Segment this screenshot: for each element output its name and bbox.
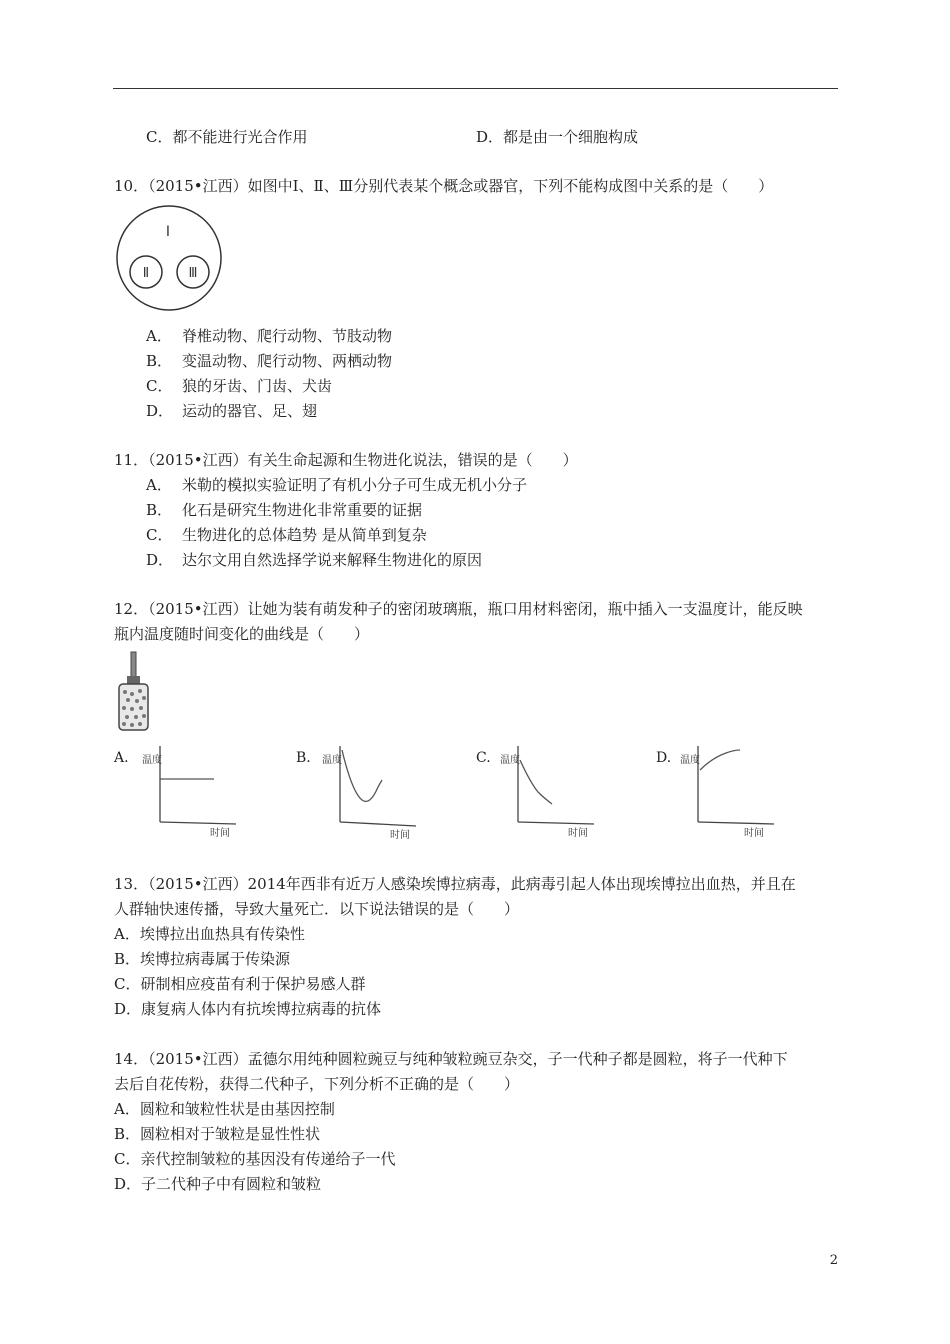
graph-b — [320, 742, 420, 842]
q11-option-a: A． 米勒的模拟实验证明了有机小分子可生成无机小分子 — [146, 476, 528, 494]
q14-option-c: C．亲代控制皱粒的基因没有传递给子一代 — [114, 1150, 396, 1168]
curve-u-shape — [342, 750, 382, 801]
x-axis-label: 时间 — [210, 828, 230, 839]
q13-option-d: D．康复病人体内有抗埃博拉病毒的抗体 — [114, 1000, 382, 1018]
q9-option-c: C．都不能进行光合作用 — [146, 128, 308, 146]
q13-stem-line2: 人群轴快速传播，导致大量死亡．以下说法错误的是（ ） — [114, 900, 520, 918]
x-axis-label: 时间 — [744, 828, 764, 839]
y-axis-label: 温度 — [142, 755, 162, 766]
q11-option-b: B． 化石是研究生物进化非常重要的证据 — [146, 501, 423, 519]
q14-option-d: D．子二代种子中有圆粒和皱粒 — [114, 1175, 322, 1193]
q13-option-c: C．研制相应疫苗有利于保护易感人群 — [114, 975, 366, 993]
q9-option-d: D．都是由一个细胞构成 — [476, 128, 639, 146]
page-number: 2 — [829, 1253, 838, 1268]
graph-c-label: C. — [476, 750, 491, 766]
q13-stem-line1: 13．（2015•江西）2014年西非有近万人感染埃博拉病毒，此病毒引起人体出现埃博拉出血热，并且在 — [114, 875, 796, 893]
thermometer-bottle-illustration — [116, 650, 152, 734]
q10-stem: 10．（2015•江西）如图中Ⅰ、Ⅱ、Ⅲ分别代表某个概念或器官，下列不能构成图中关系的是（ ） — [114, 177, 774, 195]
q12-stem-line2: 瓶内温度随时间变化的曲线是（ ） — [114, 625, 370, 643]
q14-option-a: A．圆粒和皱粒性状是由基因控制 — [114, 1100, 335, 1118]
q13-option-b: B．埃博拉病毒属于传染源 — [114, 950, 291, 968]
graph-d-label: D. — [656, 750, 672, 766]
x-axis-label: 时间 — [390, 830, 410, 841]
q11-option-c: C． 生物进化的总体趋势 是从简单到复杂 — [146, 526, 427, 544]
x-axis — [518, 822, 594, 824]
x-axis-label: 时间 — [568, 828, 588, 839]
x-axis — [160, 822, 236, 824]
q13-option-a: A．埃博拉出血热具有传染性 — [114, 925, 305, 943]
label-outer: Ⅰ — [165, 224, 171, 240]
circle-outer — [117, 206, 221, 310]
q10-venn-diagram — [114, 202, 226, 314]
y-axis-label: 温度 — [322, 755, 342, 766]
header-rule — [113, 88, 838, 89]
x-axis — [698, 822, 774, 824]
q10-option-c: C． 狼的牙齿、门齿、犬齿 — [146, 377, 333, 395]
q14-stem-line1: 14．（2015•江西）孟德尔用纯种圆粒豌豆与纯种皱粒豌豆杂交，子一代种子都是圆粒，将子一代种下 — [114, 1050, 788, 1068]
q11-stem: 11．（2015•江西）有关生命起源和生物进化说法，错误的是（ ） — [114, 451, 578, 469]
q12-stem-line1: 12．（2015•江西）让她为装有萌发种子的密闭玻璃瓶，瓶口用材料密闭，瓶中插入一支温度计，能反映 — [114, 600, 803, 618]
q11-option-d: D． 达尔文用自然选择学说来解释生物进化的原因 — [146, 551, 483, 569]
x-axis — [340, 822, 416, 826]
q10-option-b: B． 变温动物、爬行动物、两栖动物 — [146, 352, 393, 370]
q14-option-b: B．圆粒相对于皱粒是显性性状 — [114, 1125, 321, 1143]
graph-c — [498, 742, 598, 842]
graph-a — [140, 742, 240, 842]
graph-b-label: B. — [296, 750, 311, 766]
q10-option-d: D． 运动的器官、足、翅 — [146, 402, 318, 420]
graph-d — [678, 742, 778, 842]
y-axis-label: 温度 — [680, 755, 700, 766]
curve-decreasing — [520, 760, 552, 804]
q14-stem-line2: 去后自花传粉，获得二代种子，下列分析不正确的是（ ） — [114, 1075, 520, 1093]
graph-a-label: A. — [114, 750, 129, 766]
label-left: Ⅱ — [142, 266, 150, 281]
curve-increasing — [700, 750, 740, 770]
label-right: Ⅲ — [188, 266, 198, 281]
q10-option-a: A． 脊椎动物、爬行动物、节肢动物 — [146, 327, 393, 345]
y-axis-label: 温度 — [500, 755, 520, 766]
